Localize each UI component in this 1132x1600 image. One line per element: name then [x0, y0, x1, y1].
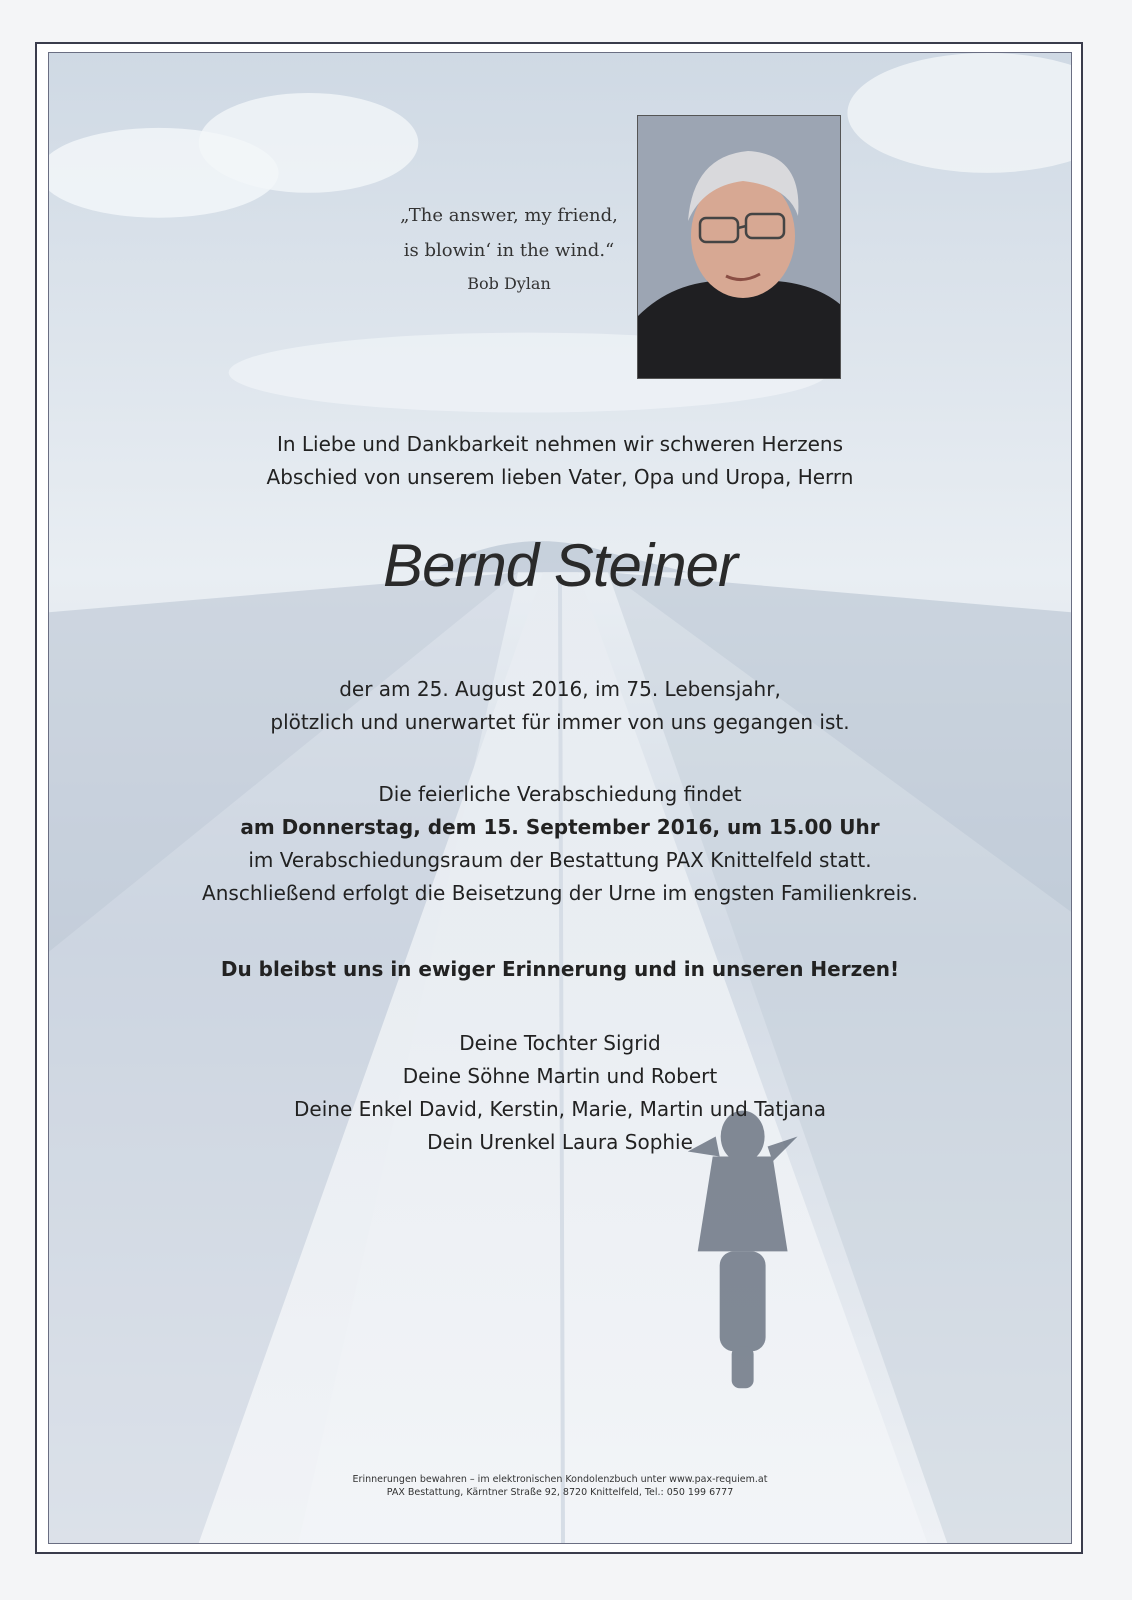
- death-text: [49, 673, 1071, 739]
- quote-author: Bob Dylan: [467, 274, 551, 293]
- intro-text: [49, 428, 1071, 494]
- ceremony-line-4: Anschließend erfolgt die Beisetzung der Urne im engsten Familienkreis.: [202, 881, 918, 905]
- portrait-image: [638, 116, 841, 379]
- ceremony-date: am Donnerstag, dem 15. September 2016, um 15.00 Uhr: [240, 815, 880, 839]
- footer-line-2: PAX Bestattung, Kärntner Straße 92, 8720 Knittelfeld, Tel.: 050 199 6777: [386, 1487, 734, 1498]
- ceremony-line-1: Die feierliche Verabschiedung findet: [378, 782, 742, 806]
- footer-line-1: Erinnerungen bewahren – im elektronischen Kondolenzbuch unter www.pax-requiem.at: [352, 1474, 768, 1485]
- family-list: [49, 1027, 1071, 1159]
- portrait-photo: [637, 115, 841, 379]
- death-line-2: plötzlich und unerwartet für immer von uns gegangen ist.: [270, 710, 850, 734]
- quote-line-1: „The answer, my friend,: [400, 205, 618, 226]
- ceremony-line-3: im Verabschiedungsraum der Bestattung PAX Knittelfeld statt.: [248, 848, 872, 872]
- footer: [49, 1473, 1071, 1499]
- family-line-1: Deine Tochter Sigrid: [459, 1031, 661, 1055]
- quote-block: [349, 198, 669, 300]
- obituary-card: [48, 52, 1072, 1544]
- death-line-1: der am 25. August 2016, im 75. Lebensjahr,: [339, 677, 781, 701]
- ceremony-text: [49, 778, 1071, 910]
- intro-line-1: In Liebe und Dankbarkeit nehmen wir schweren Herzens: [276, 432, 844, 456]
- quote-line-2: is blowin‘ in the wind.“: [403, 240, 615, 261]
- intro-line-2: Abschied von unserem lieben Vater, Opa und Uropa, Herrn: [266, 465, 854, 489]
- family-line-3: Deine Enkel David, Kerstin, Marie, Martin und Tatjana: [294, 1097, 826, 1121]
- family-line-2: Deine Söhne Martin und Robert: [402, 1064, 718, 1088]
- deceased-name: Bernd Steiner: [383, 532, 737, 599]
- memory-text: Du bleibst uns in ewiger Erinnerung und in unseren Herzen!: [220, 957, 900, 981]
- family-line-4: Dein Urenkel Laura Sophie: [427, 1130, 693, 1154]
